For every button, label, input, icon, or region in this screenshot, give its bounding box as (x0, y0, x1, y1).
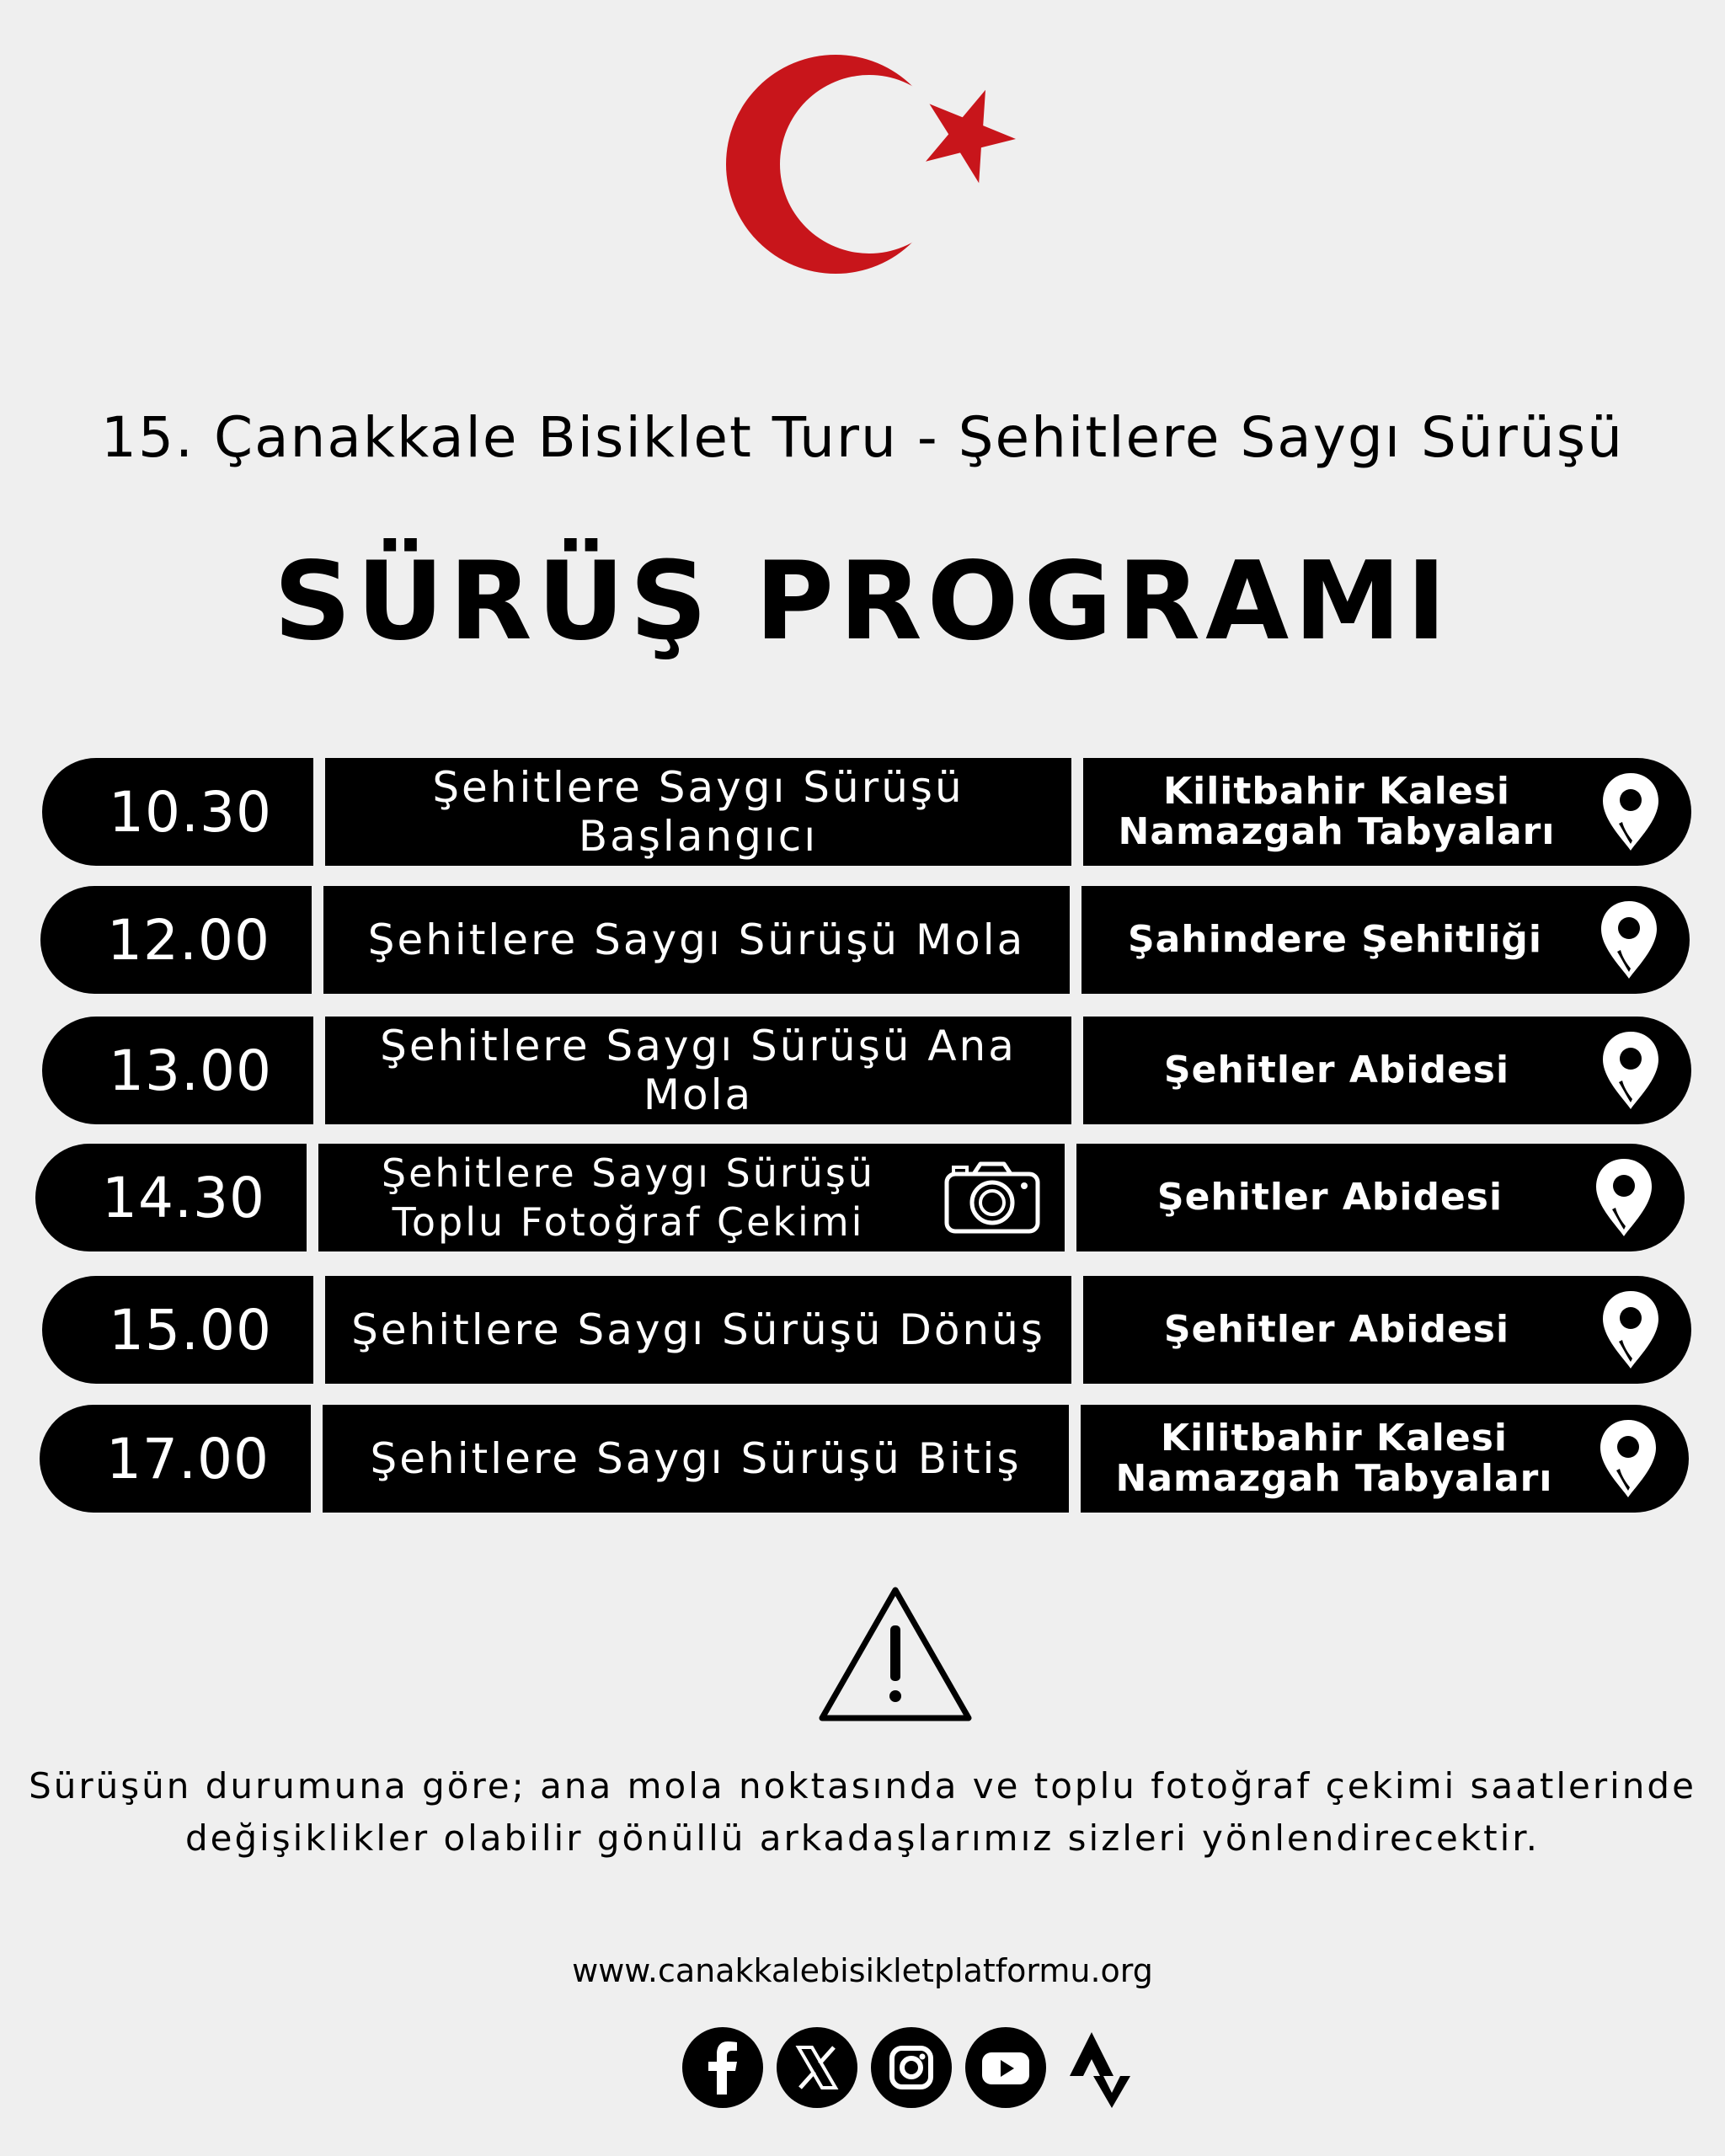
schedule-row (42, 1017, 1683, 1124)
schedule-row (40, 886, 1681, 994)
location-pin-icon (1597, 898, 1661, 982)
schedule-event-line: Şehitlere Saygı Sürüşü Mola (367, 915, 1026, 964)
strava-icon[interactable] (1058, 2025, 1142, 2110)
social-links (681, 2025, 1135, 2110)
facebook-icon[interactable] (681, 2025, 765, 2110)
schedule-place (1076, 1144, 1685, 1251)
location-pin-icon (1596, 1417, 1660, 1501)
website-link[interactable]: www.canakkalebisikletplatformu.org (572, 1952, 1153, 1989)
schedule-event-line: Toplu Fotoğraf Çekimi (392, 1199, 865, 1245)
schedule-place-line: Namazgah Tabyaları (1118, 810, 1556, 853)
schedule-event-line: Şehitlere Saygı Sürüşü Bitiş (370, 1434, 1022, 1483)
schedule-place (1083, 1017, 1691, 1124)
schedule-event (325, 1276, 1071, 1384)
schedule-place-line: Şehitler Abidesi (1156, 1176, 1503, 1219)
schedule-place (1083, 758, 1691, 866)
warning-triangle-icon (815, 1583, 975, 1726)
location-pin-icon (1599, 1288, 1663, 1372)
schedule-time: 10.30 (42, 758, 313, 866)
schedule-time: 17.00 (40, 1405, 311, 1513)
schedule-place-line: Şehitler Abidesi (1163, 1308, 1510, 1351)
crescent-star-icon (724, 46, 1028, 291)
schedule-place-line: Kilitbahir Kalesi (1163, 770, 1510, 813)
location-pin-icon (1599, 1028, 1663, 1113)
schedule-event-line: Şehitlere Saygı Sürüşü Başlangıcı (432, 763, 964, 861)
schedule-event (323, 1405, 1069, 1513)
schedule-place-line: Şahindere Şehitliği (1127, 918, 1543, 961)
event-subtitle: 15. Çanakkale Bisiklet Turu - Şehitlere Saygı Sürüşü (101, 405, 1624, 470)
schedule-place (1083, 1276, 1691, 1384)
x-icon[interactable] (775, 2025, 859, 2110)
schedule-time: 12.00 (40, 886, 312, 994)
schedule-event-line: Şehitlere Saygı Sürüşü (381, 1150, 876, 1196)
schedule-event (325, 758, 1071, 866)
location-pin-icon (1599, 770, 1663, 854)
schedule-time: 14.30 (35, 1144, 307, 1251)
location-pin-icon (1592, 1155, 1656, 1240)
schedule-row (35, 1144, 1676, 1251)
schedule-time: 13.00 (42, 1017, 313, 1124)
youtube-icon[interactable] (964, 2025, 1048, 2110)
schedule-row (42, 758, 1683, 866)
schedule-event (325, 1017, 1071, 1124)
schedule-row (40, 1405, 1680, 1513)
schedule-place-line: Şehitler Abidesi (1163, 1049, 1510, 1091)
schedule-place (1081, 886, 1690, 994)
schedule-place-line: Kilitbahir Kalesi (1161, 1417, 1508, 1460)
notice-line: değişiklikler olabilir gönüllü arkadaşlarımız sizleri yönlendirecektir. (184, 1817, 1541, 1859)
schedule-time: 15.00 (42, 1276, 313, 1384)
schedule-event-line: Şehitlere Saygı Sürüşü Ana Mola (380, 1022, 1017, 1119)
schedule-event-line: Şehitlere Saygı Sürüşü Dönüş (351, 1305, 1045, 1354)
schedule-event (323, 886, 1070, 994)
schedule-place (1081, 1405, 1689, 1513)
notice-line: Sürüşün durumuna göre; ana mola noktasında ve toplu fotoğraf çekimi saatlerinde (29, 1765, 1696, 1806)
schedule-place-line: Namazgah Tabyaları (1115, 1457, 1553, 1500)
notice-text (0, 1760, 1725, 1865)
schedule-event (318, 1144, 1065, 1251)
instagram-icon[interactable] (869, 2025, 953, 2110)
camera-icon (943, 1161, 1041, 1235)
schedule-row (42, 1276, 1683, 1384)
page-title: SÜRÜŞ PROGRAMI (273, 539, 1452, 664)
